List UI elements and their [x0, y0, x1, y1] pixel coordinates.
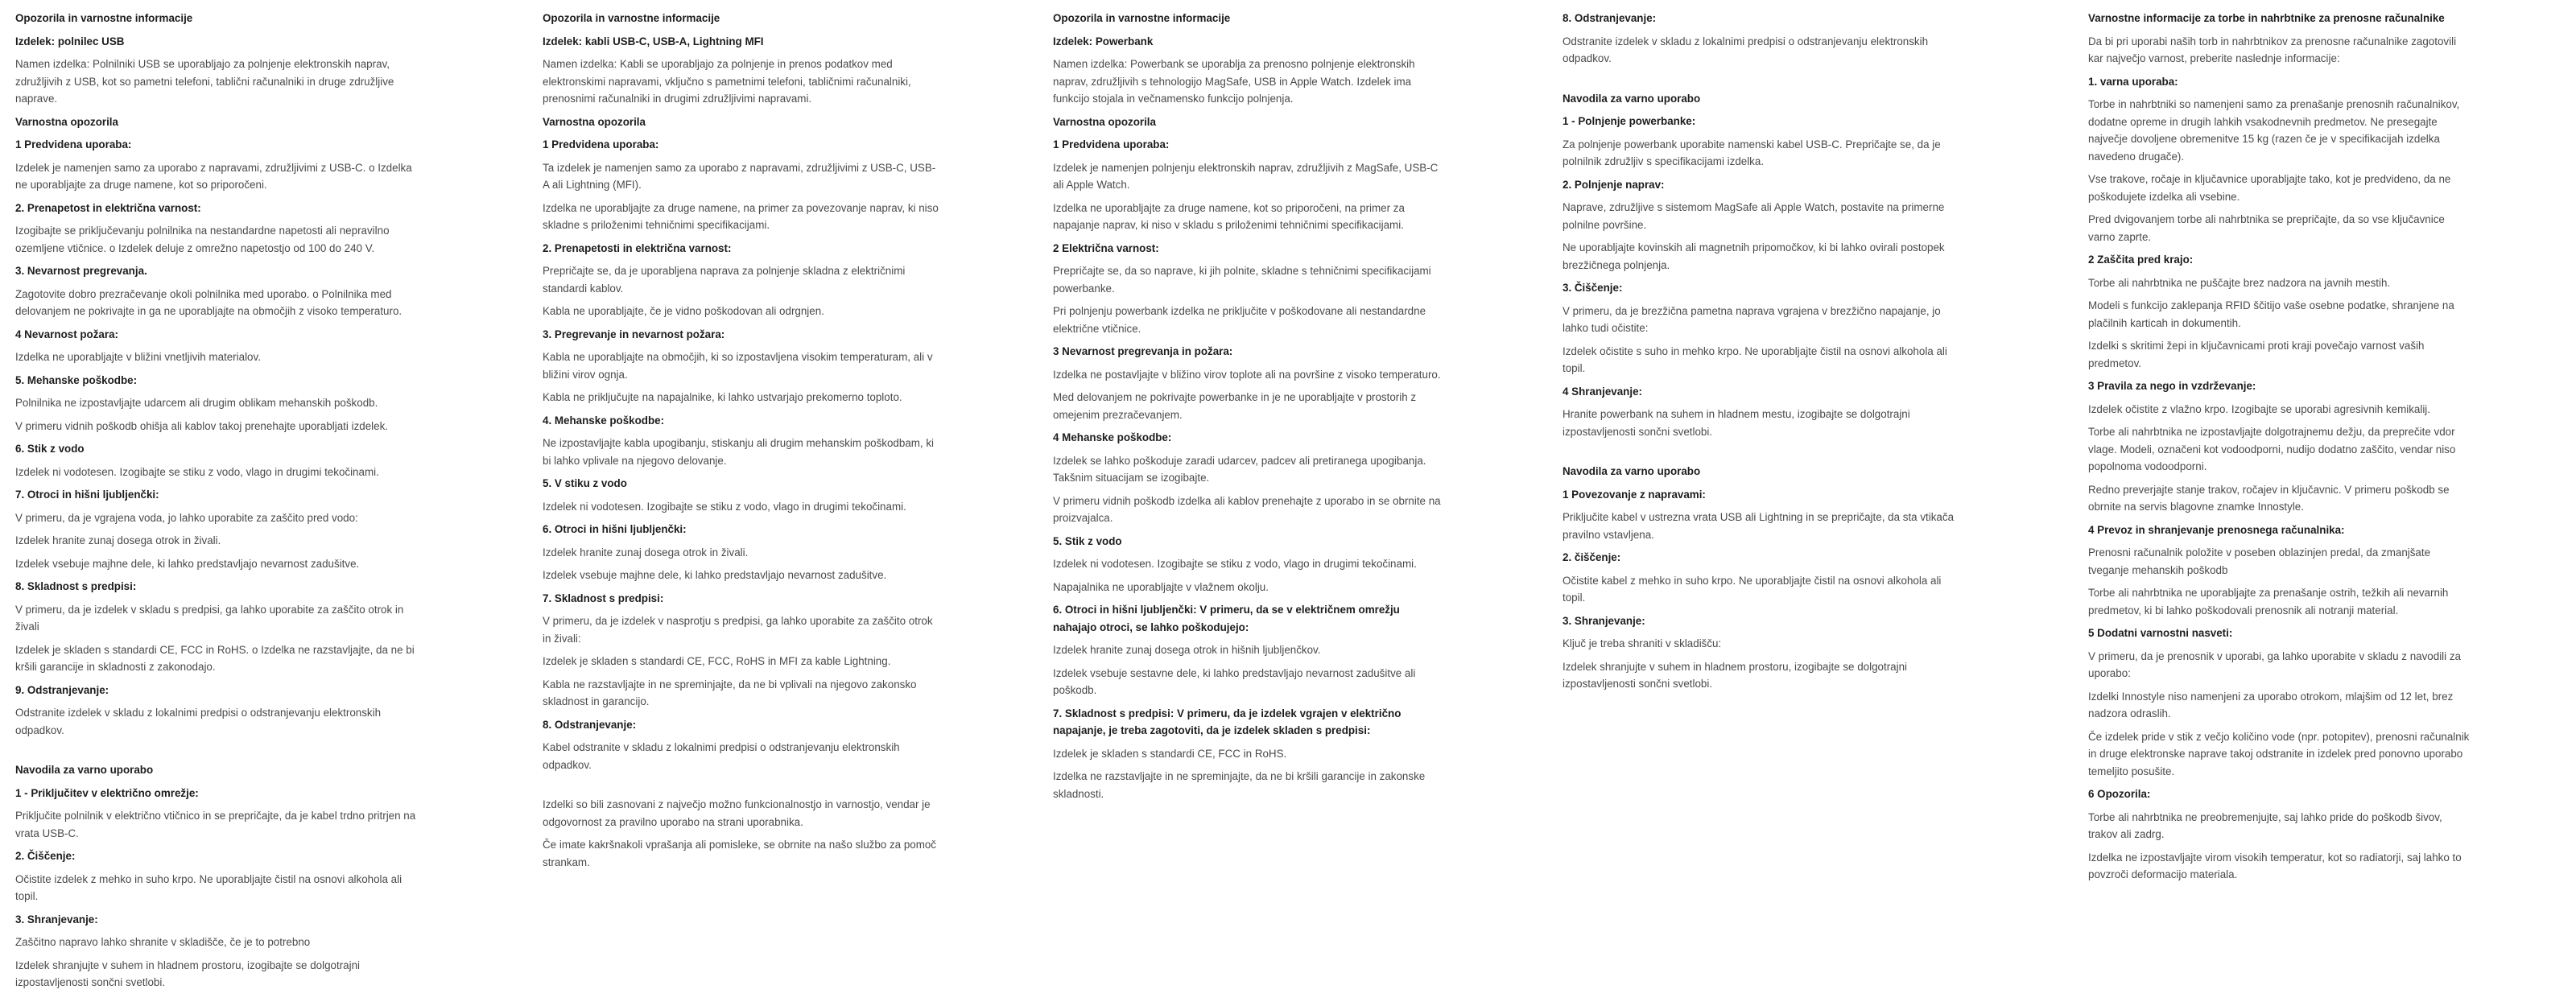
section-heading: 7. Otroci in hišni ljubljenčki: — [15, 489, 159, 501]
section-heading: 3. Nevarnost pregrevanja. — [15, 265, 147, 277]
paragraph: Izdelek ni vodotesen. Izogibajte se stiku z vodo, vlago in drugimi tekočinami. — [543, 500, 906, 513]
paragraph: Kabla ne uporabljajte na območjih, ki so izpostavljena visokim temperaturam, ali v bližini virov ognja. — [543, 351, 933, 381]
paragraph: Torbe ali nahrbtnika ne puščajte brez nadzora na javnih mestih. — [2088, 276, 2391, 289]
paragraph: Torbe ali nahrbtnika ne preobremenjujte, saj lahko pride do poškodb šivov, trakov ali zadrg. — [2088, 810, 2442, 840]
paragraph: Izdelek hranite zunaj dosega otrok in živali. — [15, 534, 221, 546]
section-heading: 5 Dodatni varnostni nasveti: — [2088, 627, 2233, 639]
section-heading: Izdelek: Powerbank — [1053, 35, 1154, 47]
paragraph: Očistite izdelek z mehko in suho krpo. Ne uporabljajte čistil na osnovi alkohola ali topil. — [15, 872, 402, 902]
section-heading: 3. Čiščenje: — [1563, 282, 1623, 294]
section-heading: Varnostne informacije za torbe in nahrbtnike za prenosne računalnike — [2088, 12, 2445, 24]
paragraph: Naprave, združljive s sistemom MagSafe ali Apple Watch, postavite na primerne polnilne površine. — [1563, 201, 1945, 231]
paragraph: Priključite polnilnik v električno vtičnico in se prepričajte, da je kabel trdno pritrjen na vrata USB-C. — [15, 810, 416, 839]
paragraph: Zagotovite dobro prezračevanje okoli polnilnika med uporabo. o Polnilnika med delovanjem ne pokrivajte in ga ne uporabljajte na območjih z visoko temperaturo. — [15, 287, 402, 317]
paragraph: Izdelki so bili zasnovani z največjo možno funkcionalnostjo in varnostjo, vendar je odgovornost za pravilno uporabo na strani uporabnika. — [543, 798, 931, 828]
section-heading: Navodila za varno uporabo — [15, 764, 154, 776]
paragraph: Namen izdelka: Polnilniki USB se uporabljajo za polnjenje elektronskih naprav, združljivih z USB, kot so pametni telefoni, tablični računalniki in druge združljive naprave. — [15, 58, 394, 105]
paragraph: Izdelek vsebuje majhne dele, ki lahko predstavljajo nevarnost zadušitve. — [543, 569, 887, 581]
paragraph: Prenosni računalnik položite v poseben oblazinjen predal, da zmanjšate tveganje mehanskih poškodb — [2088, 546, 2431, 576]
paragraph: Torbe in nahrbtniki so namenjeni samo za prenašanje prenosnih računalnikov, dodatne opreme in drugih lahkih vsakodnevnih predmetov. Ne presegajte največje dovoljene obremenitve 15 kg (razen če je v specifikacijah izdelka navedeno drugače). — [2088, 98, 2460, 163]
section-heading: 1 - Polnjenje powerbanke: — [1563, 115, 1696, 127]
paragraph: Hranite powerbank na suhem in hladnem mestu, izogibajte se dolgotrajni izpostavljenosti sončni svetlobi. — [1563, 408, 1910, 438]
section-heading: 8. Odstranjevanje: — [1563, 12, 1657, 24]
paragraph: Kabla ne uporabljajte, če je vidno poškodovan ali odrgnjen. — [543, 305, 824, 317]
paragraph: Izogibajte se priključevanju polnilnika na nestandardne napetosti ali nepravilno ozemljene vtičnice. o Izdelek deluje z omrežno napetostjo od 100 do 240 V. — [15, 225, 390, 254]
paragraph: Izdelki s skritimi žepi in ključavnicami proti kraji povečajo varnost vaših predmetov. — [2088, 340, 2425, 369]
paragraph: Odstranite izdelek v skladu z lokalnimi predpisi o odstranjevanju elektronskih odpadkov. — [1563, 35, 1929, 64]
text-column-cables-safety — [543, 10, 939, 876]
paragraph: Zaščitno napravo lahko shranite v skladišče, če je to potrebno — [15, 936, 311, 948]
section-heading: 2. Polnjenje naprav: — [1563, 178, 1665, 191]
paragraph: V primeru vidnih poškodb ohišja ali kablov takoj prenehajte uporabljati izdelek. — [15, 419, 388, 432]
paragraph: Izdelek shranjujte v suhem in hladnem prostoru, izogibajte se dolgotrajni izpostavljenosti sončni svetlobi. — [15, 959, 360, 988]
paragraph: Izdelka ne uporabljajte v bližini vnetljivih materialov. — [15, 351, 261, 363]
paragraph: Namen izdelka: Powerbank se uporablja za prenosno polnjenje elektronskih naprav, združljivih s tehnologijo MagSafe, USB in Apple Watch. Izdelek ima funkcijo stojala in večnamensko funkcijo polnjenja. — [1053, 58, 1415, 105]
section-heading: 5. Stik z vodo — [1053, 534, 1122, 547]
section-heading: 5. V stiku z vodo — [543, 477, 627, 489]
paragraph: Torbe ali nahrbtnika ne uporabljajte za prenašanje ostrih, težkih ali nevarnih predmetov, ki bi lahko poškodovali prenosnik ali notranji material. — [2088, 587, 2449, 616]
section-heading: 1 Predvidena uporaba: — [1053, 138, 1170, 150]
paragraph: Izdelka ne uporabljajte za druge namene, na primer za povezovanje naprav, ki niso skladne s priloženimi tehničnimi specifikacijami. — [543, 201, 939, 231]
paragraph: Kabel odstranite v skladu z lokalnimi predpisi o odstranjevanju elektronskih odpadkov. — [543, 741, 900, 771]
paragraph: V primeru, da je izdelek v skladu s predpisi, ga lahko uporabite za zaščito otrok in živali — [15, 603, 404, 633]
section-heading: 2. Čiščenje: — [15, 850, 76, 862]
paragraph: Izdelki Innostyle niso namenjeni za uporabo otrokom, mlajšim od 12 let, brez nadzora odraslih. — [2088, 690, 2454, 719]
paragraph: Izdelek ni vodotesen. Izogibajte se stiku z vodo, vlago in drugimi tekočinami. — [15, 465, 379, 478]
section-heading: 8. Skladnost s predpisi: — [15, 580, 137, 592]
paragraph: Namen izdelka: Kabli se uporabljajo za polnjenje in prenos podatkov med elektronskimi napravami, vključno s pametnimi telefoni, tabličnimi računalniki, prenosnimi računalniki in drugimi združljivimi napravami. — [543, 58, 911, 105]
paragraph: Izdelek ni vodotesen. Izogibajte se stiku z vodo, vlago in drugimi tekočinami. — [1053, 558, 1417, 570]
section-heading: 3 Pravila za nego in vzdrževanje: — [2088, 380, 2256, 392]
paragraph: Izdelka ne uporabljajte za druge namene, kot so priporočeni, na primer za napajanje naprav, ki niso v skladu s priloženimi tehničnimi specifikacijami. — [1053, 201, 1405, 231]
paragraph: Pred dvigovanjem torbe ali nahrbtnika se prepričajte, da so vse ključavnice varno zaprte. — [2088, 213, 2445, 243]
section-heading: Izdelek: polnilec USB — [15, 35, 125, 47]
paragraph: Če imate kakršnakoli vprašanja ali pomisleke, se obrnite na našo službo za pomoč strankam. — [543, 839, 937, 868]
section-heading: 2. Prenapetosti in električna varnost: — [543, 241, 732, 254]
section-heading: 3. Shranjevanje: — [15, 913, 98, 926]
section-heading: 1. varna uporaba: — [2088, 75, 2178, 88]
section-heading: 4 Prevoz in shranjevanje prenosnega računalnika: — [2088, 523, 2345, 536]
paragraph: Izdelek je skladen s standardi CE, FCC in RoHS. o Izdelka ne razstavljajte, da ne bi kršili garancije in skladnosti z zakonodajo. — [15, 643, 415, 673]
section-heading: 2 Električna varnost: — [1053, 241, 1159, 254]
paragraph: Izdelek se lahko poškoduje zaradi udarcev, padcev ali pretiranega upogibanja. Takšnim situacijam se izogibajte. — [1053, 454, 1426, 484]
paragraph: Med delovanjem ne pokrivajte powerbanke in je ne uporabljajte v prostorih z omejenim prezračevanjem. — [1053, 391, 1417, 421]
section-heading: Navodila za varno uporabo — [1563, 92, 1701, 105]
section-heading: 3. Shranjevanje: — [1563, 614, 1645, 627]
paragraph: Odstranite izdelek v skladu z lokalnimi predpisi o odstranjevanju elektronskih odpadkov. — [15, 707, 382, 736]
section-heading: 7. Skladnost s predpisi: — [543, 592, 664, 604]
section-heading: 9. Odstranjevanje: — [15, 683, 109, 696]
text-column-powerbank-cable-usage — [1563, 10, 1959, 699]
paragraph: V primeru, da je brezžična pametna naprava vgrajena v brezžično napajanje, jo lahko tudi očistite: — [1563, 304, 1941, 334]
section-heading: 4 Mehanske poškodbe: — [1053, 431, 1172, 443]
paragraph: Vse trakove, ročaje in ključavnice uporabljajte tako, kot je predvideno, da ne poškodujete izdelka ali vsebine. — [2088, 173, 2451, 203]
paragraph: Ta izdelek je namenjen samo za uporabo z napravami, združljivimi z USB-C, USB-A ali Lightning (MFI). — [543, 161, 936, 191]
paragraph: V primeru, da je prenosnik v uporabi, ga lahko uporabite v skladu z navodili za uporabo: — [2088, 649, 2461, 679]
paragraph: Za polnjenje powerbank uporabite namenski kabel USB-C. Prepričajte se, da je polnilnik združljiv s specifikacijami izdelka. — [1563, 138, 1941, 167]
text-column-laptop-bags-safety — [2088, 10, 2470, 889]
section-heading: 1 Povezovanje z napravami: — [1563, 488, 1706, 501]
paragraph: Izdelek vsebuje sestavne dele, ki lahko predstavljajo nevarnost zadušitve ali poškodb. — [1053, 666, 1416, 696]
section-heading: Navodila za varno uporabo — [1563, 465, 1701, 477]
section-heading: 4 Nevarnost požara: — [15, 328, 118, 340]
paragraph: Izdelek očistite z vlažno krpo. Izogibajte se uporabi agresivnih kemikalij. — [2088, 402, 2430, 415]
section-heading: Varnostna opozorila — [1053, 115, 1156, 128]
paragraph: Izdelek očistite s suho in mehko krpo. Ne uporabljajte čistil na osnovi alkohola ali topil. — [1563, 344, 1947, 374]
paragraph: Polnilnika ne izpostavljajte udarcem ali drugim oblikam mehanskih poškodb. — [15, 397, 378, 409]
paragraph: Izdelek je namenjen polnjenju elektronskih naprav, združljivih z MagSafe, USB-C ali Apple Watch. — [1053, 161, 1439, 191]
paragraph: Ključ je treba shraniti v skladišču: — [1563, 637, 1722, 649]
section-heading: 1 Predvidena uporaba: — [543, 138, 659, 150]
paragraph: Izdelka ne postavljajte v bližino virov toplote ali na površine z visoko temperaturo. — [1053, 368, 1441, 381]
paragraph: Priključite kabel v ustrezna vrata USB ali Lightning in se prepričajte, da sta vtikača pravilno vstavljena. — [1563, 511, 1955, 541]
paragraph: Izdelek je namenjen samo za uporabo z napravami, združljivimi z USB-C. o Izdelka ne uporabljajte za druge namene, kot so priporočeni. — [15, 161, 412, 191]
paragraph: Pri polnjenju powerbank izdelka ne priključite v poškodovane ali nestandardne električne vtičnice. — [1053, 305, 1426, 335]
text-column-powerbank-safety — [1053, 10, 1446, 808]
paragraph: Ne uporabljajte kovinskih ali magnetnih pripomočkov, ki bi lahko ovirali postopek brezžičnega polnjenja. — [1563, 241, 1945, 271]
section-heading: 6. Otroci in hišni ljubljenčki: — [543, 523, 687, 535]
paragraph: Izdelka ne izpostavljajte virom visokih temperatur, kot so radiatorji, saj lahko to povzroči deformacijo materiala. — [2088, 851, 2462, 880]
section-heading: Varnostna opozorila — [543, 115, 646, 128]
paragraph: V primeru vidnih poškodb izdelka ali kablov prenehajte z uporabo in se obrnite na proizvajalca. — [1053, 494, 1441, 524]
section-heading: 2 Zaščita pred krajo: — [2088, 254, 2194, 266]
paragraph: Izdelek je skladen s standardi CE, FCC, RoHS in MFI za kable Lightning. — [543, 655, 891, 667]
section-heading: 4. Mehanske poškodbe: — [543, 414, 665, 427]
section-heading: 7. Skladnost s predpisi: V primeru, da je izdelek vgrajen v električno napajanje, je treba zagotoviti, da je izdelek skladen s predpisi: — [1053, 707, 1402, 736]
section-heading: 2. čiščenje: — [1563, 551, 1621, 563]
section-heading: 5. Mehanske poškodbe: — [15, 373, 138, 386]
paragraph: Ne izpostavljajte kabla upogibanju, stiskanju ali drugim mehanskim poškodbam, ki bi lahko vplivale na njegovo delovanje. — [543, 437, 935, 467]
section-heading: 3. Pregrevanje in nevarnost požara: — [543, 328, 725, 340]
paragraph: Izdelka ne razstavljajte in ne spreminjajte, da ne bi kršili garancije in zakonske skladnosti. — [1053, 770, 1426, 800]
section-heading: Opozorila in varnostne informacije — [1053, 12, 1231, 24]
section-heading: Opozorila in varnostne informacije — [543, 12, 720, 24]
section-heading: 1 - Priključitev v električno omrežje: — [15, 786, 199, 799]
section-heading: 6. Stik z vodo — [15, 443, 85, 455]
section-heading: 4 Shranjevanje: — [1563, 385, 1642, 398]
paragraph: Izdelek hranite zunaj dosega otrok in hišnih ljubljenčkov. — [1053, 644, 1321, 656]
paragraph: Redno preverjajte stanje trakov, ročajev in ključavnic. V primeru poškodb se obrnite na servis blagovne znamke Innostyle. — [2088, 483, 2450, 513]
section-heading: 2. Prenapetost in električna varnost: — [15, 201, 201, 214]
paragraph: Prepričajte se, da je uporabljena naprava za polnjenje skladna z električnimi standardi kablov. — [543, 265, 906, 295]
section-heading: Varnostna opozorila — [15, 115, 118, 128]
paragraph: V primeru, da je vgrajena voda, jo lahko uporabite za zaščito pred vodo: — [15, 511, 358, 524]
paragraph: Izdelek hranite zunaj dosega otrok in živali. — [543, 546, 749, 559]
paragraph: Izdelek vsebuje majhne dele, ki lahko predstavljajo nevarnost zadušitve. — [15, 557, 360, 570]
paragraph: Torbe ali nahrbtnika ne izpostavljajte dolgotrajnemu dežju, da preprečite vdor vlage. Modeli, označeni kot vodoodporni, nudijo dodatno zaščito, vendar niso popolnoma vodoodporni. — [2088, 426, 2456, 472]
paragraph: Kabla ne razstavljajte in ne spreminjajte, da ne bi vplivali na njegovo zakonsko skladnost in garancijo. — [543, 678, 917, 707]
paragraph: Napajalnika ne uporabljajte v vlažnem okolju. — [1053, 580, 1269, 593]
paragraph: Modeli s funkcijo zaklepanja RFID ščitijo vaše osebne podatke, shranjene na plačilnih karticah in dokumentih. — [2088, 299, 2454, 329]
paragraph: Izdelek je skladen s standardi CE, FCC in RoHS. — [1053, 747, 1287, 760]
text-column-usb-charger-safety — [15, 10, 422, 997]
paragraph: V primeru, da je izdelek v nasprotju s predpisi, ga lahko uporabite za zaščito otrok in živali: — [543, 615, 933, 645]
section-heading: 8. Odstranjevanje: — [543, 718, 637, 731]
section-heading: Izdelek: kabli USB-C, USB-A, Lightning MFI — [543, 35, 764, 47]
paragraph: Da bi pri uporabi naših torb in nahrbtnikov za prenosne računalnike zagotovili kar največjo varnost, preberite naslednje informacije: — [2088, 35, 2457, 64]
section-heading: 6 Opozorila: — [2088, 788, 2151, 800]
section-heading: 3 Nevarnost pregrevanja in požara: — [1053, 345, 1233, 357]
section-heading: 1 Predvidena uporaba: — [15, 138, 132, 150]
section-heading: Opozorila in varnostne informacije — [15, 12, 193, 24]
section-heading: 6. Otroci in hišni ljubljenčki: V primeru, da se v električnem omrežju nahajajo otroci, se lahko poškodujejo: — [1053, 604, 1400, 633]
paragraph: Če izdelek pride v stik z večjo količino vode (npr. potopitev), prenosni računalnik in druge elektronske naprave takoj odstranite in izdelek pred ponovno uporabo temeljito posušite. — [2088, 730, 2470, 777]
paragraph: Prepričajte se, da so naprave, ki jih polnite, skladne s tehničnimi specifikacijami powerbanke. — [1053, 265, 1431, 295]
paragraph: Izdelek shranjujte v suhem in hladnem prostoru, izogibajte se dolgotrajni izpostavljenosti sončni svetlobi. — [1563, 660, 1907, 690]
paragraph: Kabla ne priključujte na napajalnike, ki lahko ustvarjajo prekomerno toploto. — [543, 391, 902, 403]
paragraph: Očistite kabel z mehko in suho krpo. Ne uporabljajte čistil na osnovi alkohola ali topil. — [1563, 574, 1942, 604]
